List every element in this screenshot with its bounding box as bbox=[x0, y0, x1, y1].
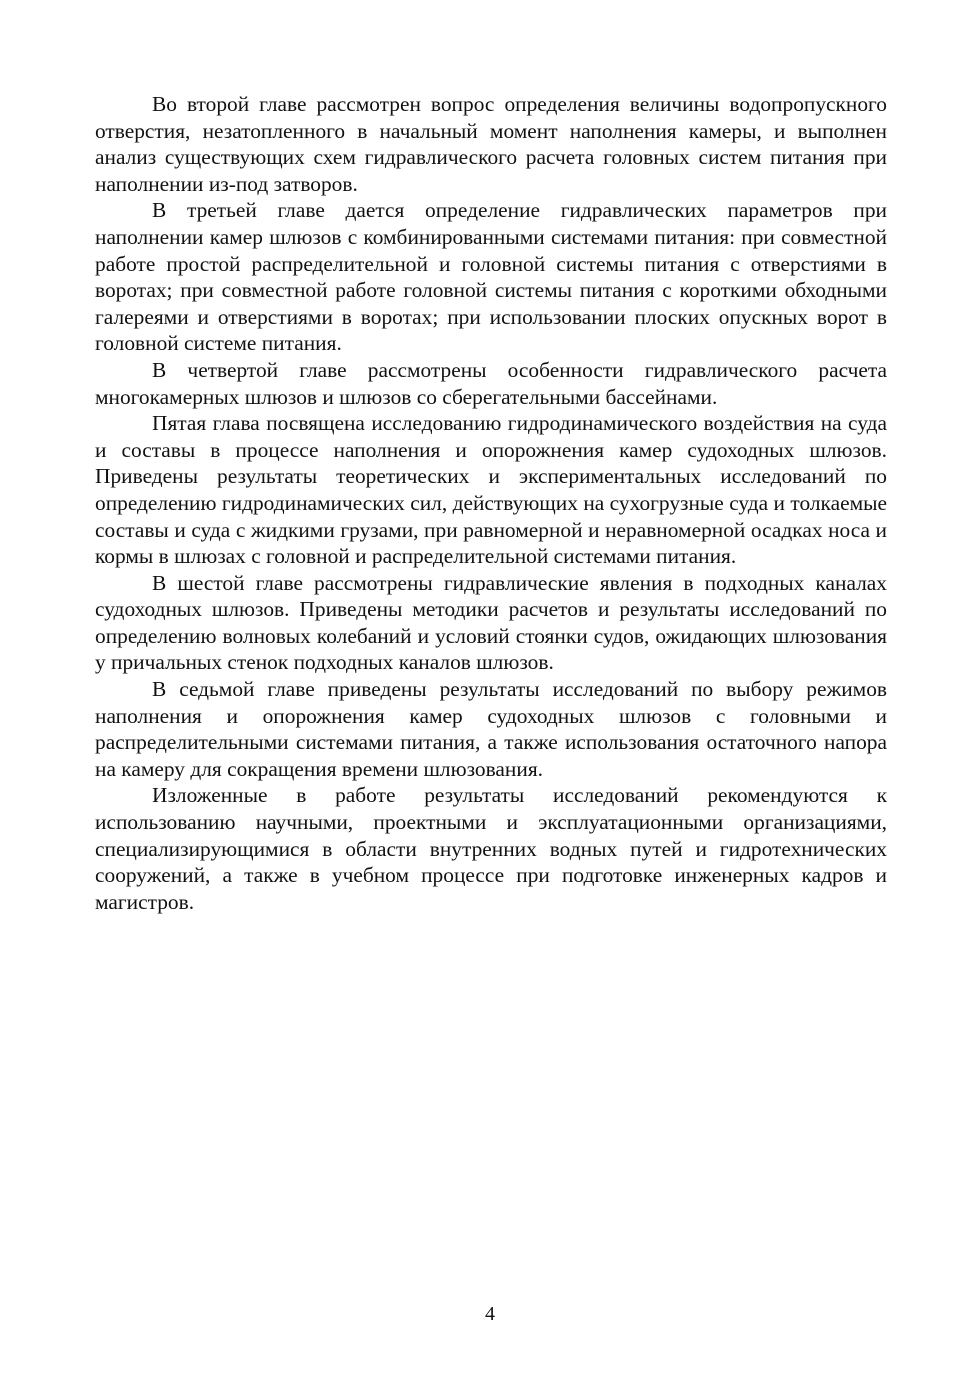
paragraph-chapter-4: В четвертой главе рассмотрены особенности гидравлического расчета многокамерных шлюзов и шлюзов со сберегательными бассейнами. bbox=[95, 357, 887, 409]
paragraph-chapter-3: В третьей главе дается определение гидравлических параметров при наполнении камер шлюзов с комбинированными системами питания: при совместной работе простой распределительной и головной системы питания с отверстиями в воротах; при совместной работе головной системы питания с короткими обходными галереями и отверстиями в воротах; при использовании плоских опускных ворот в головной системе питания. bbox=[95, 198, 887, 356]
paragraph-chapter-6: В шестой главе рассмотрены гидравлические явления в подходных каналах судоходных шлюзов. Приведены методики расчетов и результаты исследований по определению волновых колебаний и условий стоянки судов, ожидающих шлюзования у причальных стенок подходных каналов шлюзов. bbox=[95, 570, 887, 675]
document-body bbox=[95, 91, 887, 915]
page-number: 4 bbox=[485, 1303, 495, 1325]
paragraph-chapter-5: Пятая глава посвящена исследованию гидродинамического воздействия на суда и составы в процессе наполнения и опорожнения камер судоходных шлюзов. Приведены результаты теоретических и экспериментальных исследований по определению гидродинамических сил, действующих на сухогрузные суда и толкаемые составы и суда с жидкими грузами, при равномерной и неравномерной осадках носа и кормы в шлюзах с головной и распределительной системами питания. bbox=[95, 411, 887, 569]
paragraph-conclusion: Изложенные в работе результаты исследований рекомендуются к использованию научными, проектными и эксплуатационными организациями, специализирующимися в области внутренних водных путей и гидротехнических сооружений, а также в учебном процессе при подготовке инженерных кадров и магистров. bbox=[95, 783, 887, 914]
paragraph-chapter-7: В седьмой главе приведены результаты исследований по выбору режимов наполнения и опорожнения камер судоходных шлюзов с головными и распределительными системами питания, а также использования остаточного напора на камеру для сокращения времени шлюзования. bbox=[95, 677, 887, 781]
paragraph-chapter-2: Во второй главе рассмотрен вопрос определения величины водопропускного отверстия, незатопленного в начальный момент наполнения камеры, и выполнен анализ существующих схем гидравлического расчета головных систем питания при наполнении из-под затворов. bbox=[95, 92, 887, 196]
